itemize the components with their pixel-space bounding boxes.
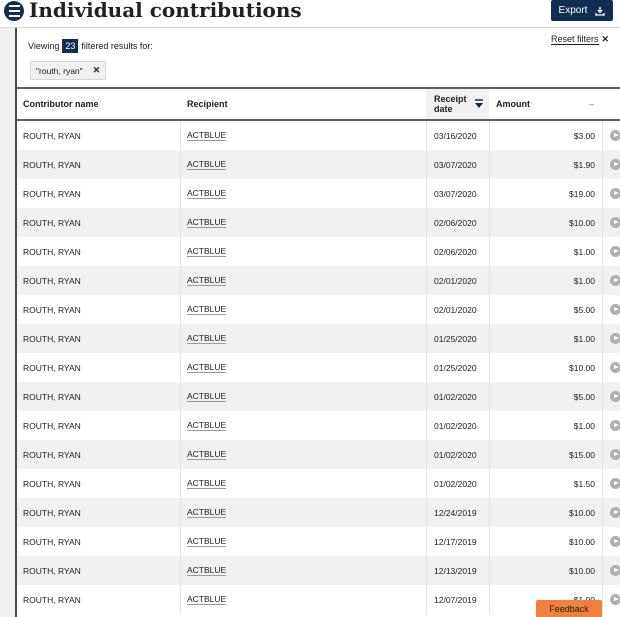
table-row: [17, 237, 620, 266]
filter-tag: [30, 61, 106, 80]
column-divider: [180, 382, 181, 411]
column-header-label: Amount: [496, 99, 530, 109]
recipient-link[interactable]: ACTBLUE: [187, 594, 227, 604]
amount-cell: $1.00: [573, 420, 595, 431]
expand-row-icon[interactable]: [610, 159, 620, 170]
table-row: [17, 324, 620, 353]
column-divider: [426, 353, 427, 382]
recipient-link[interactable]: ACTBLUE: [187, 275, 227, 285]
column-divider: [489, 498, 490, 527]
recipient-link[interactable]: ACTBLUE: [187, 449, 227, 459]
recipient-cell: [187, 237, 226, 266]
column-divider: [180, 585, 181, 614]
expand-row-icon[interactable]: [610, 304, 620, 315]
column-divider: [602, 353, 603, 382]
column-divider: [489, 353, 490, 382]
column-divider: [426, 411, 427, 440]
contributor-cell: ROUTH, RYAN: [23, 449, 81, 460]
table-row: [17, 440, 620, 469]
amount-cell: $10.00: [569, 217, 595, 228]
column-divider: [426, 266, 427, 295]
table-row: [17, 266, 620, 295]
viewing-prefix: Viewing: [28, 41, 60, 51]
recipient-cell: [187, 440, 226, 469]
amount-cell: $15.00: [569, 449, 595, 460]
column-divider: [489, 121, 490, 150]
column-divider: [602, 469, 603, 498]
column-divider: [489, 527, 490, 556]
amount-cell: $3.00: [573, 130, 595, 141]
column-divider: [426, 295, 427, 324]
expand-row-icon[interactable]: [610, 391, 620, 402]
recipient-cell: [187, 527, 226, 556]
remove-filter-icon[interactable]: ✕: [92, 65, 101, 75]
column-divider: [602, 440, 603, 469]
recipient-link[interactable]: ACTBLUE: [187, 304, 227, 314]
page-title: Individual contributions: [29, 0, 302, 22]
filters-panel: [17, 28, 620, 87]
viewing-suffix: filtered results for:: [81, 41, 153, 51]
recipient-link[interactable]: ACTBLUE: [187, 217, 227, 227]
expand-row-icon[interactable]: [610, 217, 620, 228]
date-cell: 01/02/2020: [434, 391, 477, 402]
column-divider: [426, 150, 427, 179]
date-cell: 01/02/2020: [434, 449, 477, 460]
amount-cell: $19.00: [569, 188, 595, 199]
column-divider: [602, 179, 603, 208]
column-divider: [602, 208, 603, 237]
column-divider: [180, 527, 181, 556]
column-divider: [489, 440, 490, 469]
date-cell: 03/07/2020: [434, 159, 477, 170]
column-divider: [180, 208, 181, 237]
table-row: [17, 527, 620, 556]
recipient-cell: [187, 150, 226, 179]
table-header: [17, 89, 620, 119]
amount-cell: $1.00: [573, 246, 595, 257]
contributor-cell: ROUTH, RYAN: [23, 594, 81, 605]
column-divider: [426, 179, 427, 208]
recipient-link[interactable]: ACTBLUE: [187, 159, 227, 169]
column-header-label: Recipient: [187, 99, 228, 109]
contributor-cell: ROUTH, RYAN: [23, 565, 81, 576]
table-row: [17, 295, 620, 324]
column-header-label: –: [589, 99, 595, 109]
menu-icon: [9, 5, 20, 7]
filter-tag-label: "routh, ryan": [36, 65, 83, 76]
table-row: [17, 150, 620, 179]
recipient-cell: [187, 556, 226, 585]
column-divider: [602, 266, 603, 295]
left-rail: [0, 28, 15, 617]
table-row: [17, 179, 620, 208]
contributor-cell: ROUTH, RYAN: [23, 478, 81, 489]
table-row: [17, 498, 620, 527]
column-divider: [489, 150, 490, 179]
page-header: [0, 0, 620, 27]
recipient-link[interactable]: ACTBLUE: [187, 130, 227, 140]
column-divider: [426, 237, 427, 266]
recipient-link[interactable]: ACTBLUE: [187, 478, 227, 488]
column-divider: [426, 556, 427, 585]
recipient-link[interactable]: ACTBLUE: [187, 391, 227, 401]
recipient-cell: [187, 324, 226, 353]
table-row: [17, 208, 620, 237]
column-divider: [489, 208, 490, 237]
column-divider: [426, 498, 427, 527]
recipient-cell: [187, 121, 226, 150]
column-divider: [489, 469, 490, 498]
column-divider: [489, 295, 490, 324]
contributor-cell: ROUTH, RYAN: [23, 420, 81, 431]
feedback-button[interactable]: Feedback: [536, 600, 602, 617]
column-divider: [489, 585, 490, 614]
date-cell: 02/01/2020: [434, 304, 477, 315]
column-divider: [602, 150, 603, 179]
amount-cell: $10.00: [569, 362, 595, 373]
amount-cell: $10.00: [569, 507, 595, 518]
contributor-cell: ROUTH, RYAN: [23, 362, 81, 373]
recipient-link[interactable]: ACTBLUE: [187, 565, 227, 575]
recipient-cell: [187, 411, 226, 440]
expand-row-icon[interactable]: [610, 507, 620, 518]
column-divider: [180, 266, 181, 295]
date-cell: 02/06/2020: [434, 246, 477, 257]
date-cell: 02/01/2020: [434, 275, 477, 286]
column-divider: [180, 411, 181, 440]
contributor-cell: ROUTH, RYAN: [23, 333, 81, 344]
column-divider: [180, 150, 181, 179]
column-divider: [180, 469, 181, 498]
recipient-cell: [187, 266, 226, 295]
table-row: [17, 121, 620, 150]
column-divider: [602, 585, 603, 614]
column-divider: [602, 527, 603, 556]
date-cell: 01/25/2020: [434, 333, 477, 344]
expand-row-icon[interactable]: [610, 275, 620, 286]
export-button[interactable]: [551, 0, 613, 21]
column-divider: [180, 353, 181, 382]
column-header-label: Contributor name: [23, 99, 99, 109]
date-cell: 12/17/2019: [434, 536, 477, 547]
recipient-link[interactable]: ACTBLUE: [187, 188, 227, 198]
column-header-recipient[interactable]: [187, 89, 228, 119]
column-divider: [180, 179, 181, 208]
contributor-cell: ROUTH, RYAN: [23, 246, 81, 257]
date-cell: 01/02/2020: [434, 420, 477, 431]
table-body: [17, 121, 620, 614]
reset-filters-button[interactable]: [551, 34, 609, 45]
expand-row-icon[interactable]: [610, 594, 620, 605]
menu-button[interactable]: [4, 1, 24, 21]
table-row: [17, 382, 620, 411]
expand-row-icon[interactable]: [610, 188, 620, 199]
column-divider: [180, 498, 181, 527]
recipient-cell: [187, 382, 226, 411]
recipient-link[interactable]: ACTBLUE: [187, 246, 227, 256]
table-row: [17, 556, 620, 585]
column-divider: [602, 382, 603, 411]
amount-cell: $5.00: [573, 304, 595, 315]
table-row: [17, 585, 620, 614]
table-row: [17, 469, 620, 498]
contributor-cell: ROUTH, RYAN: [23, 536, 81, 547]
contributor-cell: ROUTH, RYAN: [23, 391, 81, 402]
amount-cell: $1.00: [573, 333, 595, 344]
column-divider: [426, 469, 427, 498]
recipient-link[interactable]: ACTBLUE: [187, 333, 227, 343]
date-cell: 12/24/2019: [434, 507, 477, 518]
expand-row-icon[interactable]: [610, 449, 620, 460]
recipient-cell: [187, 353, 226, 382]
column-divider: [489, 411, 490, 440]
column-divider: [180, 295, 181, 324]
column-divider: [602, 411, 603, 440]
column-divider: [489, 237, 490, 266]
expand-row-icon[interactable]: [610, 246, 620, 257]
table-row: [17, 353, 620, 382]
expand-row-icon[interactable]: [610, 478, 620, 489]
recipient-link[interactable]: ACTBLUE: [187, 507, 227, 517]
download-icon: [595, 6, 605, 16]
contributor-cell: ROUTH, RYAN: [23, 159, 81, 170]
expand-row-icon[interactable]: [610, 362, 620, 373]
recipient-cell: [187, 208, 226, 237]
column-divider: [602, 121, 603, 150]
column-divider: [426, 382, 427, 411]
sort-descending-icon: [475, 99, 483, 109]
column-divider: [602, 295, 603, 324]
amount-cell: $1.90: [573, 159, 595, 170]
column-divider: [489, 266, 490, 295]
column-divider: [602, 556, 603, 585]
close-icon: ✕: [601, 34, 610, 44]
results-summary: [28, 39, 153, 53]
column-divider: [602, 237, 603, 266]
expand-row-icon[interactable]: [610, 565, 620, 576]
date-cell: 12/13/2019: [434, 565, 477, 576]
recipient-cell: [187, 295, 226, 324]
expand-row-icon[interactable]: [610, 420, 620, 431]
column-divider: [426, 324, 427, 353]
date-cell: 03/16/2020: [434, 130, 477, 141]
date-cell: 12/07/2019: [434, 594, 477, 605]
contributor-cell: ROUTH, RYAN: [23, 304, 81, 315]
column-header-receipt-date[interactable]: [426, 89, 489, 119]
results-count-badge: 23: [62, 39, 78, 53]
column-divider: [180, 440, 181, 469]
column-divider: [180, 556, 181, 585]
recipient-cell: [187, 498, 226, 527]
recipient-cell: [187, 469, 226, 498]
contributor-cell: ROUTH, RYAN: [23, 217, 81, 228]
column-header-label: Receipt date: [434, 94, 467, 114]
column-divider: [489, 179, 490, 208]
amount-cell: $1.00: [573, 275, 595, 286]
amount-cell: $1.50: [573, 478, 595, 489]
recipient-link[interactable]: ACTBLUE: [187, 420, 227, 430]
amount-cell: $10.00: [569, 536, 595, 547]
column-divider: [180, 121, 181, 150]
column-divider: [426, 527, 427, 556]
recipient-cell: [187, 179, 226, 208]
column-divider: [489, 324, 490, 353]
date-cell: 02/06/2020: [434, 217, 477, 228]
recipient-link[interactable]: ACTBLUE: [187, 362, 227, 372]
table-row: [17, 411, 620, 440]
contributor-cell: ROUTH, RYAN: [23, 130, 81, 141]
expand-row-icon[interactable]: [610, 536, 620, 547]
column-divider: [489, 556, 490, 585]
column-divider: [426, 440, 427, 469]
column-divider: [602, 498, 603, 527]
recipient-cell: [187, 585, 226, 614]
column-header-extra: [589, 89, 594, 119]
contributor-cell: ROUTH, RYAN: [23, 275, 81, 286]
column-divider: [602, 324, 603, 353]
amount-cell: $5.00: [573, 391, 595, 402]
column-divider: [426, 121, 427, 150]
reset-filters-label: Reset filters: [551, 34, 599, 44]
date-cell: 03/07/2020: [434, 188, 477, 199]
amount-cell: $10.00: [569, 565, 595, 576]
contributor-cell: ROUTH, RYAN: [23, 188, 81, 199]
column-divider: [180, 324, 181, 353]
date-cell: 01/02/2020: [434, 478, 477, 489]
column-header-amount[interactable]: [496, 89, 530, 119]
expand-row-icon[interactable]: [610, 333, 620, 344]
column-divider: [426, 585, 427, 614]
column-divider: [180, 237, 181, 266]
contributor-cell: ROUTH, RYAN: [23, 507, 81, 518]
column-header-contributor[interactable]: [23, 89, 99, 119]
recipient-link[interactable]: ACTBLUE: [187, 536, 227, 546]
expand-row-icon[interactable]: [610, 130, 620, 141]
column-divider: [489, 382, 490, 411]
date-cell: 01/25/2020: [434, 362, 477, 373]
column-divider: [426, 208, 427, 237]
export-label: Export: [558, 5, 588, 16]
